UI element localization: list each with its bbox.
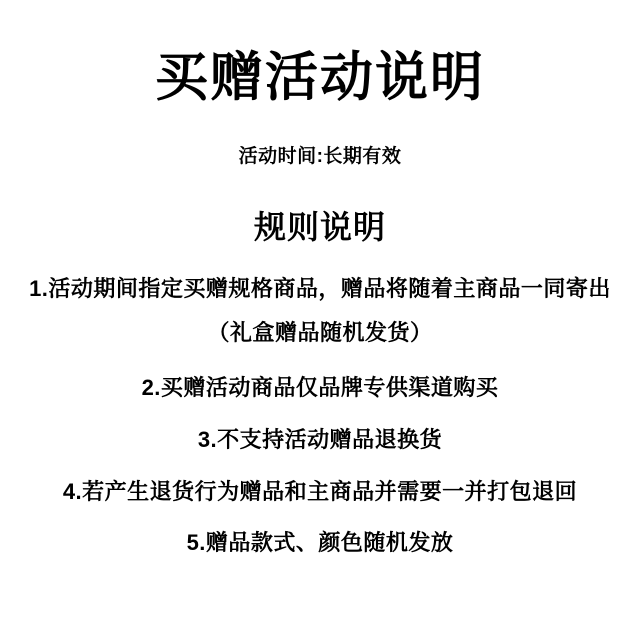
rules-section-title: 规则说明: [253, 208, 386, 245]
rule-item: 1.活动期间指定买赠规格商品，赠品将随着主商品一同寄出: [29, 275, 611, 301]
rule-item: 5.赠品款式、颜色随机发放: [186, 530, 454, 556]
rules-list: [0, 274, 640, 580]
rule-item: （礼盒赠品随机发货）: [207, 319, 433, 345]
rule-item: 2.买赠活动商品仅品牌专供渠道购买: [141, 375, 499, 401]
rule-item: 4.若产生退货行为赠品和主商品并需要一并打包退回: [62, 478, 578, 504]
rule-item: 3.不支持活动赠品退换货: [197, 427, 443, 452]
activity-period-text: 活动时间:长期有效: [238, 145, 402, 167]
page-title: 买赠活动说明: [155, 48, 485, 107]
